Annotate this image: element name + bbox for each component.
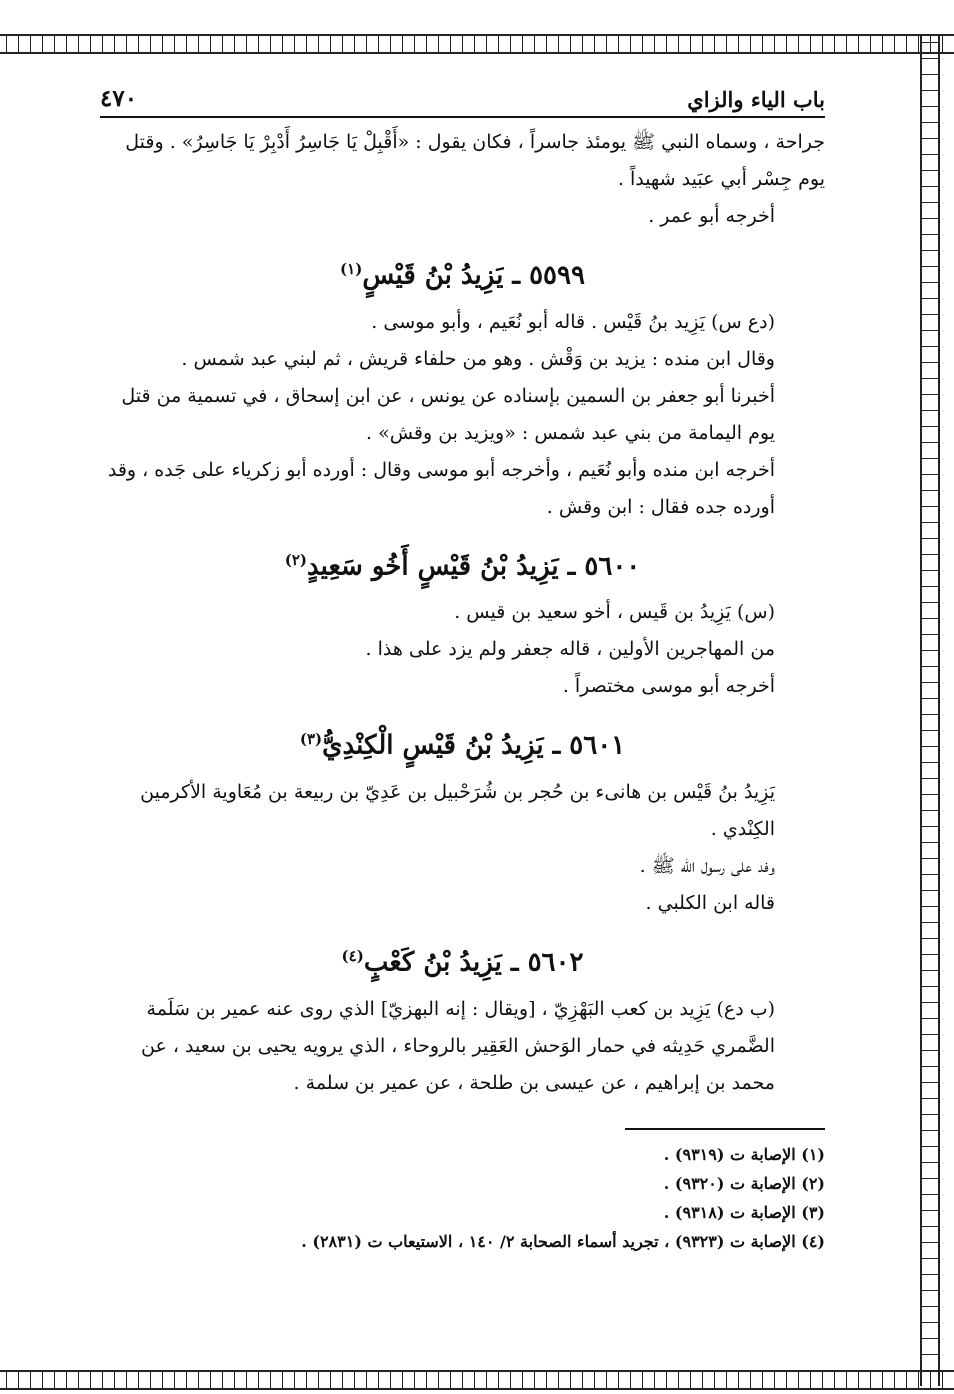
footnote-marker: (٢) [284, 550, 307, 569]
entry-paragraph: وفد على رسول الله ﷺ . [639, 854, 775, 877]
entry-paragraph: وقال ابن منده : يزيد بن وَقْش . وهو من حلفاء قريش ، ثم لبني عبد شمس . [181, 347, 775, 370]
footnote-separator [625, 1128, 825, 1130]
page-number: ٤٧٠ [100, 85, 138, 112]
entry-paragraph: أخرجه أبو موسى مختصراً . [562, 675, 775, 698]
entry-paragraph: (س) يَزِيدُ بن قَيس ، أخو سعيد بن قيس . [454, 601, 775, 624]
footnote: (١) الإصابة ت (٩٣١٩) . [663, 1144, 825, 1164]
footnote: (٣) الإصابة ت (٩٣١٨) . [663, 1202, 825, 1222]
entry-paragraph: قاله ابن الكلبي . [645, 891, 775, 914]
entry-title-5601 [100, 719, 825, 766]
entry-title-text: ٥٦٠٢ ـ يَزِيدُ بْنُ كَعْبٍ [363, 947, 584, 978]
entry-paragraph: من المهاجرين الأولين ، قاله جعفر ولم يزد على هذا . [365, 638, 775, 661]
entry-title-text: ٥٥٩٩ ـ يَزِيدُ بْنُ قَيْسٍ [362, 260, 585, 291]
intro-attribution: أخرجه أبو عمر . [648, 205, 775, 227]
decorative-border-top [0, 34, 954, 54]
entry-paragraph: (ب دع) يَزِيد بن كعب البَهْزِيّ ، [ويقال : إنه البهزيّ] الذي روى عنه عمير بن سَلَمة الضَّمري حَدِيثه في حمار الوَحش العَقِير بالروحاء ، الذي يرويه يحيى بن سعيد ، عن محمد بن إبراهيم ، عن عيسى بن طلحة ، عن عمير بن سلمة . [141, 997, 775, 1094]
entry-paragraph: أخبرنا أبو جعفر بن السمين بإسناده عن يونس ، عن ابن إسحاق ، في تسمية من قتل يوم اليمامة من بني عبد شمس : «ويزيد بن وقش» . [121, 384, 775, 444]
intro-paragraph: جراحة ، وسماه النبي ﷺ يومئذ جاسراً ، فكان يقول : «أَقْبِلْ يَا جَاسِرُ أَدْبِرْ يَا جَاسِرُ» . وقتل يوم جِسْر أبي عبَيد شهيداً . [125, 131, 825, 190]
footnote-marker: (٤) [341, 946, 364, 965]
running-head [100, 72, 825, 118]
entry-paragraph: (دع س) يَزِيد بنُ قَيْس . قاله أبو نُعَيم ، وأبو موسى . [371, 310, 775, 333]
decorative-border-right [920, 34, 940, 1386]
entry-title-5600 [100, 540, 825, 587]
entry-title-text: ٥٦٠٠ ـ يَزِيدُ بْنُ قَيْسٍ أَخُو سَعِيدٍ [307, 551, 641, 582]
book-page [100, 72, 825, 1322]
footnote: (٤) الإصابة ت (٩٣٢٣) ، تجريد أسماء الصحابة ٢/ ١٤٠ ، الاستيعاب ت (٢٨٣١) . [301, 1231, 825, 1251]
footnote-marker: (١) [340, 260, 363, 278]
footnote: (٢) الإصابة ت (٩٣٢٠) . [663, 1173, 825, 1193]
entry-title-text: ٥٦٠١ ـ يَزِيدُ بْنُ قَيْسٍ الْكِنْدِيُّ [322, 730, 626, 761]
entry-title-5602 [100, 936, 825, 983]
footnote-marker: (٣) [299, 730, 323, 749]
entry-paragraph: أخرجه ابن منده وأبو نُعَيم ، وأخرجه أبو موسى وقال : أورده أبو زكرياء على جَده ، وقد أورده جده فقال : ابن وقش . [107, 458, 775, 518]
running-title: باب الياء والزاي [687, 87, 825, 112]
decorative-border-bottom [0, 1370, 954, 1390]
footnotes [100, 1140, 825, 1256]
entry-title-5599 [100, 249, 825, 296]
entry-paragraph: يَزِيدُ بنُ قَيْس بن هانىء بن حُجر بن شُرَحْبيل بن عَدِيّ بن ربيعة بن مُعَاوية الأكرمين الكِنْدي . [140, 780, 775, 840]
